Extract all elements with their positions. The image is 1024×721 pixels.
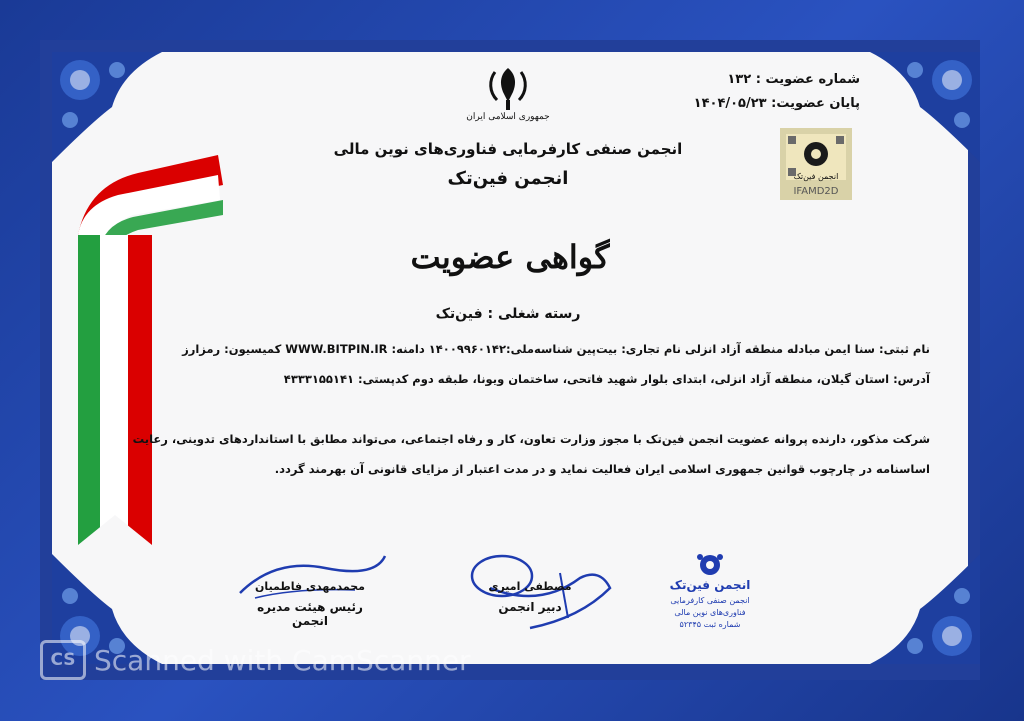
stamp-line-3: شماره ثبت ۵۲۳۴۵	[679, 620, 741, 629]
membership-number-label: شماره عضویت :	[755, 72, 860, 87]
org-name: انجمن صنفی کارفرمایی فناوری‌های نوین مالی	[333, 140, 683, 158]
stamp-line-2: فناوری‌های نوین مالی	[674, 608, 746, 617]
certificate-body-line-1: شرکت مذکور، دارنده پروانه عضویت انجمن فین‌تک با مجوز وزارت تعاون، کار و رفاه اجتماعی، می‌تواند مطابق با استانداردهای تدوینی، رعایت	[132, 432, 930, 446]
expiry-row	[690, 96, 860, 111]
iran-emblem-icon	[483, 64, 533, 112]
secretary-title: دبیر انجمن	[498, 600, 562, 614]
corner-ornament-top-right	[870, 52, 980, 162]
emblem-caption: جمهوری اسلامی ایران	[466, 112, 550, 122]
camscanner-watermark	[40, 640, 471, 680]
certificate-title: گواهی عضویت	[410, 238, 610, 276]
certificate-body-line-2: اساسنامه در چارچوب قوانین جمهوری اسلامی ایران فعالیت نماید و در مدت اعتبار از مزایای قانونی آن بهرمند گردد.	[274, 462, 930, 476]
membership-number-row	[690, 72, 860, 87]
membership-number-value: ۱۳۲	[727, 72, 752, 87]
org-short-name: انجمن فین‌تک	[447, 168, 569, 189]
company-address-line: آدرس: استان گیلان، منطقه آزاد انزلی، ابتدای بلوار شهید فاتحی، ساختمان ویونا، طبقه دوم کدپستی: ۴۳۳۳۱۵۵۱۴۱	[283, 372, 930, 386]
stamp-line-1: انجمن صنفی کارفرمایی	[670, 596, 750, 605]
fintech-association-logo-icon	[690, 551, 730, 581]
corner-ornament-bottom-right	[870, 554, 980, 664]
chair-name: محمدمهدی فاطمیان	[255, 580, 365, 593]
expiry-label: پایان عضویت:	[771, 96, 860, 111]
business-field: رسته شغلی : فین‌تک	[435, 306, 581, 322]
chair-title: رئیس هیئت مدیره انجمن	[257, 600, 363, 628]
qr-caption: IFAMD2D	[793, 186, 839, 197]
camscanner-logo-icon: CS	[40, 640, 86, 680]
watermark-text: Scanned with CamScanner	[94, 643, 471, 677]
company-details-line: نام ثبتی: سنا ایمن مبادله منطقه آزاد انزلی نام تجاری: بیت‌پین شناسه‌ملی:۱۴۰۰۹۹۶۰۱۴۲ دامنه: WWW.BITPIN.IR کمیسیون: رمزارز	[182, 342, 930, 356]
qr-subcaption: انجمن فین‌تک	[793, 172, 839, 181]
secretary-name: مصطفی امیری	[488, 580, 572, 593]
corner-ornament-top-left	[52, 52, 162, 162]
expiry-value: ۱۴۰۴/۰۵/۲۳	[693, 96, 767, 111]
chair-signature-icon	[235, 548, 395, 608]
stamp-logo-text: انجمن فین‌تک	[669, 578, 751, 592]
secretary-signature-icon	[460, 548, 620, 638]
